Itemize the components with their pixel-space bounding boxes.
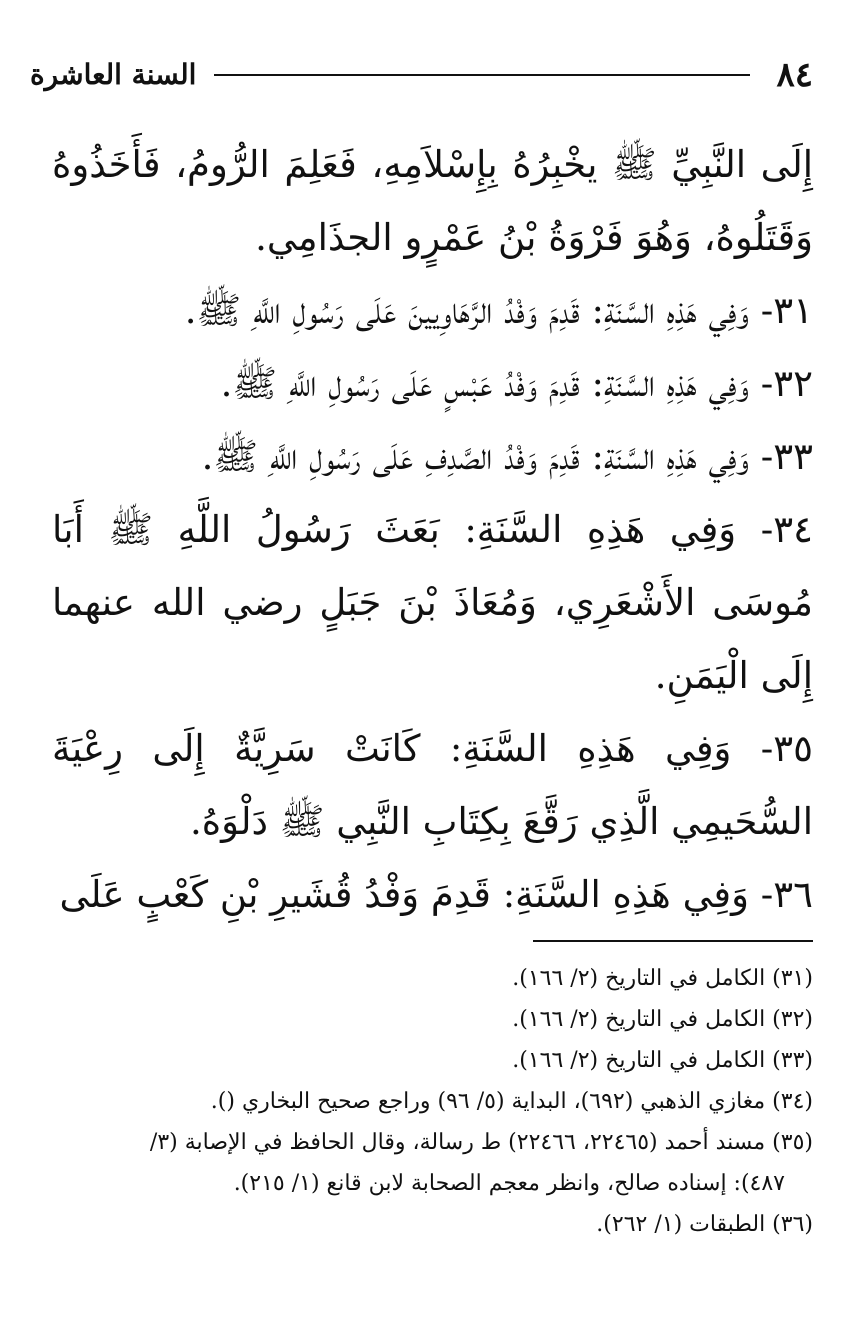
footnote-35-continuation: ٤٨٧): إسناده صالح، وانظر معجم الصحابة لابن قانع (١/ ٢١٥).: [233, 1171, 785, 1196]
header-rule: [214, 74, 750, 76]
page-header: [30, 50, 813, 100]
footnote-34: (٣٤) مغازي الذهبي (٦٩٢)، البداية (٥/ ٩٦) وراجع صحيح البخاري ().: [210, 1089, 813, 1114]
paragraph-32: ٣٢- وَفِي هَذِهِ السَّنَةِ: قَدِمَ وَفْدُ عَبْسٍ عَلَى رَسُولِ اللَّهِ ﷺ.: [220, 362, 813, 405]
page-number: ٨٤: [776, 55, 813, 95]
footnote-33: (٣٣) الكامل في التاريخ (٢/ ١٦٦).: [512, 1048, 813, 1073]
running-title: السنة العاشرة: [30, 58, 197, 91]
paragraph-33: ٣٣- وَفِي هَذِهِ السَّنَةِ: قَدِمَ وَفْدُ الصَّدِفِ عَلَى رَسُولِ اللَّهِ ﷺ.: [201, 435, 813, 478]
paragraph-continuation: إِلَى النَّبِيِّ ﷺ يخْبِرُهُ بِإِسْلاَمِهِ، فَعَلِمَ الرُّومُ، فَأَخَذُوهُ وَقَتَلُوهُ، وَهُوَ فَرْوَةُ بْنُ عَمْرٍو الجذَامِي.: [52, 143, 813, 259]
paragraph-31: ٣١- وَفِي هَذِهِ السَّنَةِ: قَدِمَ وَفْدُ الرَّهَاوِيينَ عَلَى رَسُولِ اللَّهِ ﷺ.: [184, 289, 813, 332]
footnote-separator: [533, 940, 813, 942]
main-text: [52, 128, 813, 931]
paragraph-34: ٣٤- وَفِي هَذِهِ السَّنَةِ: بَعَثَ رَسُولُ اللَّهِ ﷺ أَبَا مُوسَى الأَشْعَرِي، وَمُعَاذَ بْنَ جَبَلٍ رضي الله عنهما إِلَى الْيَمَنِ.: [52, 508, 813, 697]
footnote-36: (٣٦) الطبقات (١/ ٢٦٢).: [596, 1212, 813, 1237]
footnote-35: (٣٥) مسند أحمد (٢٢٤٦٥، ٢٢٤٦٦) ط رسالة، وقال الحافظ في الإصابة (٣/: [149, 1130, 813, 1155]
paragraph-35: ٣٥- وَفِي هَذِهِ السَّنَةِ: كَانَتْ سَرِيَّةٌ إِلَى رِعْيَةَ السُّحَيمِي الَّذِي رَقَّعَ بِكِتَابِ النَّبِي ﷺ دَلْوَهُ.: [52, 727, 813, 843]
footnotes: [30, 958, 813, 1245]
footnote-32: (٣٢) الكامل في التاريخ (٢/ ١٦٦).: [512, 1007, 813, 1032]
paragraph-36: ٣٦- وَفِي هَذِهِ السَّنَةِ: قَدِمَ وَفْدُ قُشَيرِ بْنِ كَعْبٍ عَلَى: [59, 873, 813, 916]
footnote-31: (٣١) الكامل في التاريخ (٢/ ١٦٦).: [512, 966, 813, 991]
